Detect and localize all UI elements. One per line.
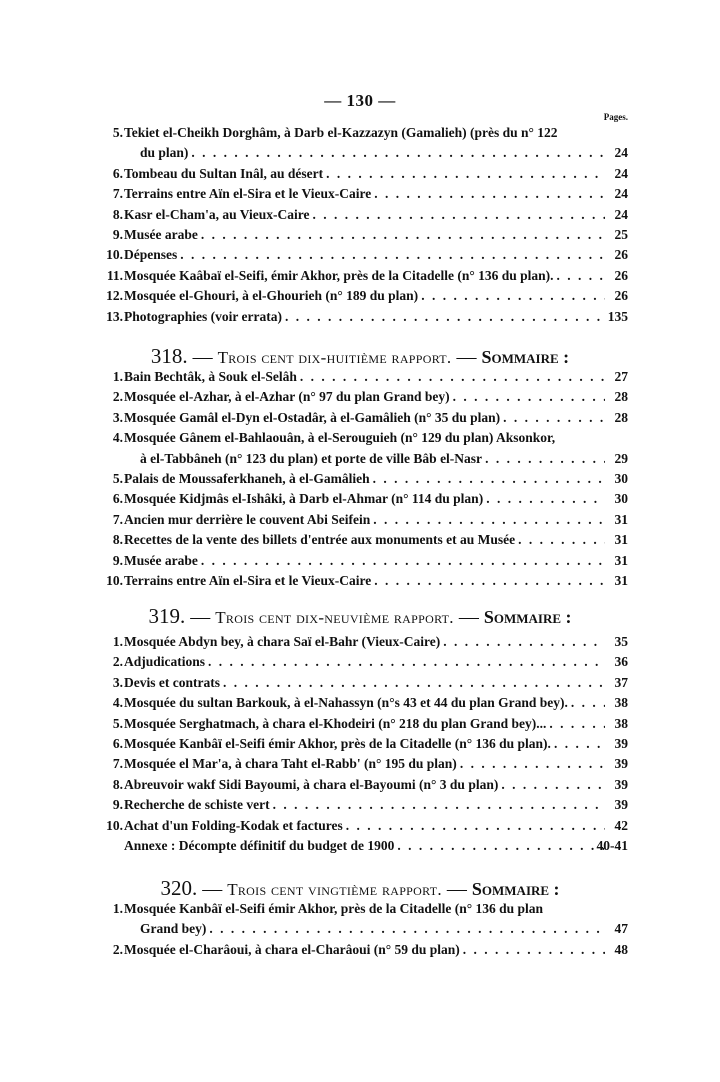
item-title: Kasr el-Cham'a, au Vieux-Caire <box>124 206 310 222</box>
item-leader-line <box>124 695 605 711</box>
list-item <box>0 144 720 164</box>
item-leader-line <box>124 389 605 405</box>
item-page: 24 <box>614 165 628 181</box>
section-heading <box>0 876 720 901</box>
item-page: 39 <box>614 797 628 813</box>
dash: — <box>456 346 477 368</box>
item-title: du plan) <box>140 145 189 161</box>
list-item <box>0 776 720 796</box>
dot-leader <box>551 736 605 752</box>
item-page: 24 <box>614 145 628 161</box>
dot-leader <box>370 471 605 487</box>
item-title: Mosquée el-Ghouri, à el-Ghourieh (n° 189 du plan) <box>124 288 419 304</box>
item-page: 47 <box>614 921 628 937</box>
item-number: 7. <box>112 511 123 527</box>
dash: — <box>192 346 213 368</box>
list-item <box>0 674 720 694</box>
list-item <box>0 715 720 735</box>
item-number: 5. <box>112 125 123 140</box>
item-page: 29 <box>614 450 628 466</box>
item-leader-line <box>124 553 605 569</box>
item-number: 8. <box>112 776 123 792</box>
report-number: 320. <box>160 876 198 900</box>
item-leader-line <box>124 471 605 487</box>
dot-leader <box>460 942 605 958</box>
item-page: 39 <box>614 776 628 792</box>
list-item <box>0 226 720 246</box>
list-item <box>0 900 720 920</box>
item-number: 4. <box>112 695 123 711</box>
item-number: 8. <box>112 206 123 222</box>
report-title: Trois cent dix-huitième rapport. <box>217 348 452 367</box>
item-number: 1. <box>112 901 123 916</box>
list-item <box>0 388 720 408</box>
dot-leader <box>418 288 605 304</box>
item-number: 11. <box>106 267 123 283</box>
item-number: 8. <box>112 532 123 548</box>
dot-leader <box>498 777 605 793</box>
dot-leader <box>343 818 605 834</box>
item-page: 36 <box>614 654 628 670</box>
list-item <box>0 837 720 857</box>
list-item <box>0 185 720 205</box>
list-item <box>0 941 720 961</box>
item-number: 6. <box>112 491 123 507</box>
report-number: 318. <box>150 344 188 368</box>
item-number: 2. <box>112 941 123 957</box>
item-title: Mosquée el-Charâoui, à chara el-Charâoui (n° 59 du plan) <box>124 941 460 957</box>
item-title: Mosquée du sultan Barkouk, à el-Nahassyn (n°s 43 et 44 du plan Grand bey). <box>124 695 568 711</box>
item-page: 39 <box>614 756 628 772</box>
sommaire-label: Sommaire : <box>481 347 570 367</box>
list-item <box>0 735 720 755</box>
item-leader-line <box>124 268 605 284</box>
item-leader-line <box>124 634 605 650</box>
item-leader-line <box>124 288 605 304</box>
dot-leader <box>568 695 605 711</box>
list-item <box>0 796 720 816</box>
item-leader-line <box>124 818 605 834</box>
item-number: 9. <box>112 227 123 242</box>
item-page: 135 <box>607 308 628 324</box>
item-title: Devis et contrats <box>124 674 220 690</box>
dot-leader <box>282 309 605 325</box>
list-item <box>0 817 720 837</box>
list-item <box>0 633 720 653</box>
item-page: 40-41 <box>596 838 628 853</box>
item-number: 9. <box>112 552 123 568</box>
item-page: 27 <box>614 369 628 384</box>
dot-leader <box>370 512 605 528</box>
item-page: 26 <box>614 288 628 304</box>
item-leader-line <box>124 410 605 426</box>
item-leader-line <box>140 451 605 467</box>
report-number: 319. <box>148 604 186 628</box>
dot-leader <box>198 553 605 569</box>
item-number: 9. <box>112 797 123 813</box>
dot-leader <box>297 369 605 385</box>
item-leader-line <box>124 654 605 670</box>
dash: — <box>202 878 223 900</box>
item-title: Bain Bechtâk, à Souk el-Selâh <box>124 369 297 384</box>
item-title: Recettes de la vente des billets d'entrée aux monuments et au Musée <box>124 532 516 548</box>
dot-leader <box>205 654 605 670</box>
dot-leader <box>270 797 605 813</box>
item-title: Annexe : Décompte définitif du budget de 1900 <box>124 838 395 853</box>
item-title: Mosquée Kanbâï el-Seifi émir Akhor, près de la Citadelle (n° 136 du plan). <box>124 736 551 751</box>
item-leader-line <box>124 247 605 263</box>
page-number: — 130 — <box>324 91 396 110</box>
dot-leader <box>220 675 605 691</box>
item-number: 6. <box>112 736 123 751</box>
section-heading <box>0 604 720 629</box>
sommaire-label: Sommaire : <box>483 607 572 627</box>
item-number: 1. <box>112 634 123 649</box>
item-title: Musée arabe <box>124 552 198 568</box>
item-page: 24 <box>614 186 628 202</box>
item-title: Abreuvoir wakf Sidi Bayoumi, à chara el-Bayoumi (n° 3 du plan) <box>124 776 499 792</box>
item-title: Grand bey) <box>140 921 207 937</box>
item-leader-line <box>140 145 605 161</box>
item-title: Mosquée Kanbâï el-Seifi émir Akhor, près de la Citadelle (n° 136 du plan <box>124 901 544 916</box>
pages-column-label: Pages. <box>603 112 628 122</box>
dot-leader <box>371 186 605 202</box>
item-title: à el-Tabbâneh (n° 123 du plan) et porte de ville Bâb el-Nasr <box>140 450 483 466</box>
item-leader-line <box>124 756 605 772</box>
list-item <box>0 308 720 328</box>
item-number: 12. <box>106 288 123 304</box>
item-page: 28 <box>614 409 628 425</box>
item-title: Ancien mur derrière le couvent Abi Seifein <box>124 511 371 527</box>
list-item <box>0 450 720 470</box>
dot-leader <box>440 634 605 650</box>
dot-leader <box>188 145 605 161</box>
item-number: 10. <box>106 817 123 833</box>
list-item <box>0 572 720 592</box>
item-title: Mosquée Serghatmach, à chara el-Khodeiri (n° 218 du plan Grand bey)... <box>124 715 547 731</box>
list-item <box>0 755 720 775</box>
dash: — <box>446 878 467 900</box>
dot-leader <box>482 451 605 467</box>
item-page: 25 <box>614 227 628 242</box>
item-page: 26 <box>614 247 628 263</box>
item-page: 31 <box>614 532 628 548</box>
item-leader-line <box>124 777 605 793</box>
dot-leader <box>198 227 605 243</box>
item-title: Terrains entre Aïn el-Sira et le Vieux-Caire <box>124 573 372 588</box>
item-title: Mosquée el Mar'a, à chara Taht el-Rabb' (n° 195 du plan) <box>124 756 457 772</box>
dot-leader <box>554 268 605 284</box>
item-number: 1. <box>112 369 123 384</box>
item-title: Tombeau du Sultan Inâl, au désert <box>124 165 324 181</box>
item-page: 30 <box>614 471 628 486</box>
item-leader-line <box>124 491 605 507</box>
item-title: Achat d'un Folding-Kodak et factures <box>124 817 343 833</box>
dot-leader <box>394 838 605 854</box>
item-leader-line <box>124 675 605 691</box>
list-item <box>0 653 720 673</box>
item-page: 26 <box>614 267 628 283</box>
item-title: Mosquée Gânem el-Bahlaouân, à el-Serouguieh (n° 129 du plan) Aksonkor, <box>124 430 556 446</box>
dot-leader <box>323 166 605 182</box>
item-page: 37 <box>614 674 628 690</box>
item-page: 38 <box>614 715 628 731</box>
list-item <box>0 409 720 429</box>
report-title: Trois cent vingtième rapport. <box>227 880 442 899</box>
dot-leader <box>546 716 605 732</box>
item-page: 31 <box>614 552 628 568</box>
item-page: 35 <box>614 634 628 649</box>
list-item <box>0 552 720 572</box>
item-title: Adjudications <box>124 654 206 670</box>
item-leader-line <box>124 838 605 854</box>
item-leader-line <box>124 736 605 752</box>
item-page: 31 <box>614 511 628 527</box>
item-leader-line <box>124 716 605 732</box>
item-leader-line <box>124 227 605 243</box>
item-number: 4. <box>112 430 123 446</box>
report-title: Trois cent dix-neuvième rapport. <box>215 608 454 627</box>
item-leader-line <box>124 573 605 589</box>
dash: — <box>458 606 479 628</box>
item-title: Musée arabe <box>124 227 198 242</box>
dash: — <box>190 606 211 628</box>
list-item <box>0 206 720 226</box>
section-heading <box>0 344 720 369</box>
item-number: 5. <box>112 471 123 486</box>
item-leader-line <box>124 369 605 385</box>
item-leader-line <box>124 512 605 528</box>
item-number: 3. <box>112 409 123 425</box>
dot-leader <box>206 921 605 937</box>
list-item <box>0 124 720 144</box>
list-item <box>0 368 720 388</box>
item-page: 31 <box>614 573 628 588</box>
item-number: 7. <box>112 186 123 202</box>
list-item <box>0 165 720 185</box>
item-page: 48 <box>614 941 628 957</box>
item-title: Palais de Moussaferkhaneh, à el-Gamâlieh <box>124 471 370 486</box>
item-number: 5. <box>112 715 123 731</box>
dot-leader <box>500 410 605 426</box>
item-page: 30 <box>614 491 628 507</box>
list-item <box>0 246 720 266</box>
list-item <box>0 511 720 531</box>
item-title: Recherche de schiste vert <box>124 797 270 813</box>
item-page: 39 <box>614 736 628 751</box>
item-number: 10. <box>106 247 123 263</box>
item-page: 28 <box>614 389 628 405</box>
item-number: 6. <box>112 165 123 181</box>
item-leader-line <box>124 186 605 202</box>
item-number: 2. <box>112 654 123 670</box>
dot-leader <box>483 491 605 507</box>
item-number: 13. <box>106 308 123 324</box>
item-title: Mosquée Gamâl el-Dyn el-Ostadâr, à el-Gamâlieh (n° 35 du plan) <box>124 409 501 425</box>
list-item <box>0 267 720 287</box>
item-leader-line <box>124 309 605 325</box>
dot-leader <box>310 207 606 223</box>
item-leader-line <box>140 921 605 937</box>
list-item <box>0 531 720 551</box>
sommaire-label: Sommaire : <box>471 879 560 899</box>
item-title: Terrains entre Aïn el-Sira et le Vieux-Caire <box>124 186 372 202</box>
item-page: 42 <box>614 817 628 833</box>
item-leader-line <box>124 532 605 548</box>
item-page: 38 <box>614 695 628 711</box>
item-leader-line <box>124 207 605 223</box>
list-item <box>0 694 720 714</box>
item-number: 2. <box>112 389 123 405</box>
dot-leader <box>515 532 605 548</box>
dot-leader <box>371 573 605 589</box>
item-title: Mosquée Kaâbaï el-Seifi, émir Akhor, près de la Citadelle (n° 136 du plan). <box>124 267 554 283</box>
list-item <box>0 470 720 490</box>
item-title: Mosquée Kidjmâs el-Ishâki, à Darb el-Ahmar (n° 114 du plan) <box>124 491 484 507</box>
item-number: 10. <box>106 573 123 588</box>
list-item <box>0 920 720 940</box>
dot-leader <box>457 756 605 772</box>
dot-leader <box>450 389 605 405</box>
item-title: Photographies (voir errata) <box>124 308 282 324</box>
list-item <box>0 287 720 307</box>
item-leader-line <box>124 942 605 958</box>
item-title: Tekiet el-Cheikh Dorghâm, à Darb el-Kazzazyn (Gamalieh) (près du n° 122 <box>124 125 558 140</box>
item-title: Mosquée Abdyn bey, à chara Saï el-Bahr (Vieux-Caire) <box>124 634 441 649</box>
item-leader-line <box>124 797 605 813</box>
item-number: 7. <box>112 756 123 772</box>
item-page: 24 <box>614 206 628 222</box>
list-item <box>0 429 720 449</box>
item-number: 3. <box>112 674 123 690</box>
item-leader-line <box>124 166 605 182</box>
dot-leader <box>177 247 605 263</box>
item-title: Dépenses <box>124 247 178 263</box>
list-item <box>0 490 720 510</box>
item-title: Mosquée el-Azhar, à el-Azhar (n° 97 du plan Grand bey) <box>124 389 450 405</box>
